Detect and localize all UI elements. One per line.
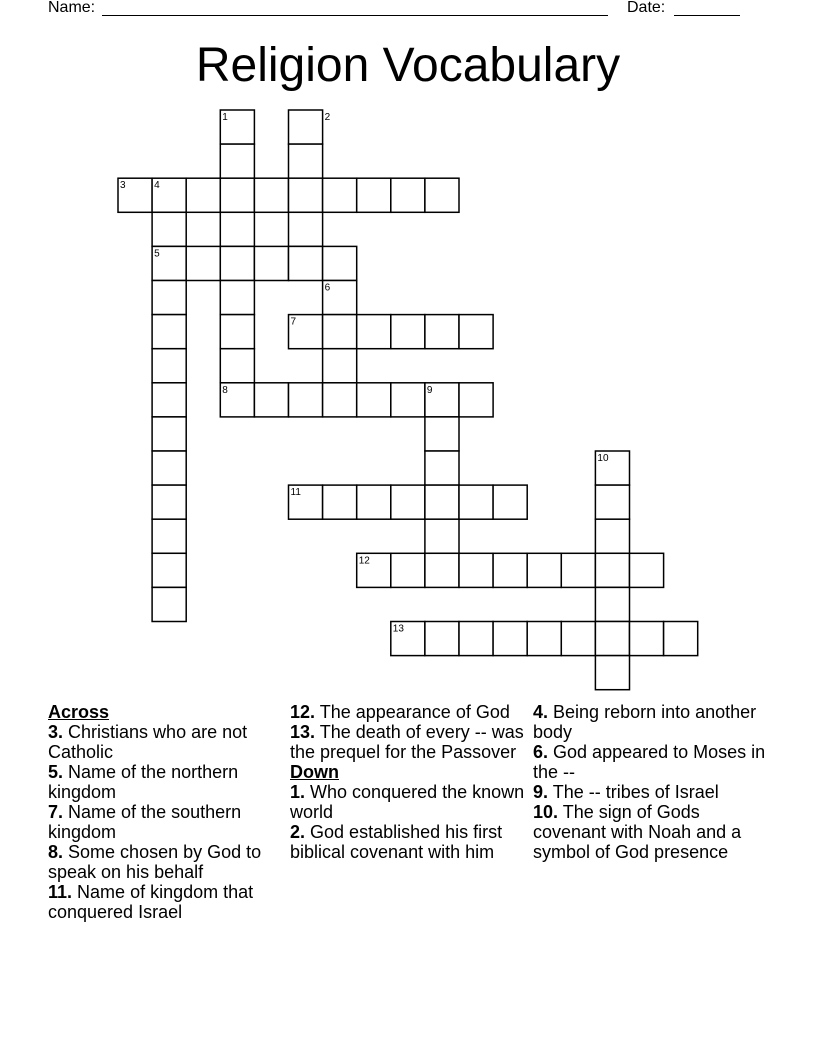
date-label: Date: <box>627 0 666 16</box>
clue-across-7: 7. Name of the southern kingdom <box>48 802 242 842</box>
grid-cell-6-8[interactable] <box>323 349 357 383</box>
grid-cell-1-14[interactable] <box>152 553 186 587</box>
grid-cell-1-11[interactable] <box>152 451 186 485</box>
grid-cell-1-4[interactable] <box>152 212 186 246</box>
grid-cell-8-9[interactable] <box>391 383 425 417</box>
grid-number-11: 11 <box>290 487 301 499</box>
grid-cell-3-7[interactable] <box>220 315 254 349</box>
grid-cell-9-16[interactable] <box>425 622 459 656</box>
clue-down-10: 10. The sign of Gods covenant with Noah and a symbol of God presence <box>533 802 742 862</box>
clue-down-4: 4. Being reborn into another body <box>533 702 757 742</box>
grid-cell-10-16[interactable] <box>459 622 493 656</box>
grid-cell-5-3[interactable] <box>289 178 323 212</box>
grid-cell-1-15[interactable] <box>152 587 186 621</box>
clue-down-2: 2. God established his first biblical covenant with him <box>290 822 503 862</box>
grid-cell-14-16[interactable] <box>595 622 629 656</box>
grid-cell-7-7[interactable] <box>357 315 391 349</box>
grid-cell-3-6[interactable] <box>220 281 254 315</box>
grid-number-6: 6 <box>324 282 331 294</box>
grid-cell-2-3[interactable] <box>186 178 220 212</box>
page-title: Religion Vocabulary <box>195 39 621 92</box>
grid-cell-1-13[interactable] <box>152 519 186 553</box>
grid-number-4: 4 <box>154 180 160 192</box>
grid-cell-13-14[interactable] <box>561 553 595 587</box>
grid-cell-4-9[interactable] <box>254 383 288 417</box>
clue-down-9: 9. The -- tribes of Israel <box>533 782 719 802</box>
grid-number-12: 12 <box>358 555 370 567</box>
grid-cell-1-9[interactable] <box>152 383 186 417</box>
grid-cell-6-3[interactable] <box>323 178 357 212</box>
grid-number-2: 2 <box>324 112 331 123</box>
grid-cell-4-3[interactable] <box>254 178 288 212</box>
grid-cell-4-5[interactable] <box>254 246 288 280</box>
grid-cell-6-7[interactable] <box>323 315 357 349</box>
grid-cell-15-16[interactable] <box>630 622 664 656</box>
grid-cell-1-6[interactable] <box>152 281 186 315</box>
grid-cell-3-5[interactable] <box>220 246 254 280</box>
grid-cell-9-12[interactable] <box>425 485 459 519</box>
grid-cell-9-11[interactable] <box>425 451 459 485</box>
name-label: Name: <box>48 0 96 16</box>
clue-down-1: 1. Who conquered the known world <box>290 782 525 822</box>
grid-number-9: 9 <box>426 384 433 396</box>
grid-cell-12-14[interactable] <box>527 553 561 587</box>
grid-cell-3-4[interactable] <box>220 212 254 246</box>
grid-cell-2-5[interactable] <box>186 246 220 280</box>
grid-cell-8-14[interactable] <box>391 553 425 587</box>
grid-cell-9-13[interactable] <box>425 519 459 553</box>
clues-column-3 <box>533 702 773 862</box>
grid-cell-11-16[interactable] <box>493 622 527 656</box>
grid-cell-1-10[interactable] <box>152 417 186 451</box>
down-heading: Down <box>290 762 339 782</box>
grid-number-13: 13 <box>392 623 404 635</box>
grid-cell-5-9[interactable] <box>289 383 323 417</box>
grid-cell-6-9[interactable] <box>323 383 357 417</box>
grid-number-7: 7 <box>290 316 297 328</box>
grid-cell-9-14[interactable] <box>425 553 459 587</box>
clues-column-2 <box>290 702 526 862</box>
grid-cell-14-15[interactable] <box>595 587 629 621</box>
grid-cell-7-3[interactable] <box>357 178 391 212</box>
grid-cell-14-13[interactable] <box>595 519 629 553</box>
grid-cell-7-9[interactable] <box>357 383 391 417</box>
grid-cell-5-2[interactable] <box>289 144 323 178</box>
clue-across-12: 12. The appearance of God <box>290 702 510 722</box>
clues-column-1 <box>48 702 280 922</box>
grid-cell-11-12[interactable] <box>493 485 527 519</box>
grid-cell-13-16[interactable] <box>561 622 595 656</box>
grid-cell-14-12[interactable] <box>595 485 629 519</box>
grid-cell-5-5[interactable] <box>289 246 323 280</box>
grid-cell-12-16[interactable] <box>527 622 561 656</box>
grid-cell-5-1[interactable] <box>289 110 323 144</box>
grid-number-10: 10 <box>597 453 609 464</box>
grid-cell-3-3[interactable] <box>220 178 254 212</box>
grid-cell-3-2[interactable] <box>220 144 254 178</box>
grid-number-5: 5 <box>154 248 160 260</box>
grid-cell-6-5[interactable] <box>323 246 357 280</box>
grid-cell-8-7[interactable] <box>391 315 425 349</box>
clue-across-8: 8. Some chosen by God to speak on his behalf <box>48 842 262 882</box>
grid-cell-8-3[interactable] <box>391 178 425 212</box>
grid-number-1: 1 <box>222 112 228 123</box>
grid-cell-15-14[interactable] <box>630 553 664 587</box>
grid-cell-16-16[interactable] <box>664 622 698 656</box>
grid-cell-8-12[interactable] <box>391 485 425 519</box>
grid-cell-1-8[interactable] <box>152 349 186 383</box>
across-heading: Across <box>48 702 110 722</box>
grid-cell-9-10[interactable] <box>425 417 459 451</box>
grid-cell-10-12[interactable] <box>459 485 493 519</box>
grid-cell-1-12[interactable] <box>152 485 186 519</box>
grid-cell-11-14[interactable] <box>493 553 527 587</box>
grid-cell-5-4[interactable] <box>289 212 323 246</box>
grid-cell-9-7[interactable] <box>425 315 459 349</box>
grid-cell-9-3[interactable] <box>425 178 459 212</box>
grid-cell-7-12[interactable] <box>357 485 391 519</box>
grid-number-3: 3 <box>120 180 126 192</box>
clue-across-3: 3. Christians who are not Catholic <box>48 722 248 762</box>
clue-down-6: 6. God appeared to Moses in the -- <box>533 742 766 782</box>
grid-cell-3-8[interactable] <box>220 349 254 383</box>
grid-cell-1-7[interactable] <box>152 315 186 349</box>
grid-number-8: 8 <box>222 384 228 396</box>
grid-cell-14-17[interactable] <box>595 656 629 690</box>
clue-across-13: 13. The death of every -- was the prequel for the Passover <box>290 722 524 762</box>
grid-cell-10-9[interactable] <box>459 383 493 417</box>
grid-cell-6-12[interactable] <box>323 485 357 519</box>
grid-cell-10-14[interactable] <box>459 553 493 587</box>
clue-across-5: 5. Name of the northern kingdom <box>48 762 239 802</box>
grid-cell-10-7[interactable] <box>459 315 493 349</box>
clue-across-11: 11. Name of kingdom that conquered Israel <box>48 882 254 922</box>
grid-cell-14-14[interactable] <box>595 553 629 587</box>
